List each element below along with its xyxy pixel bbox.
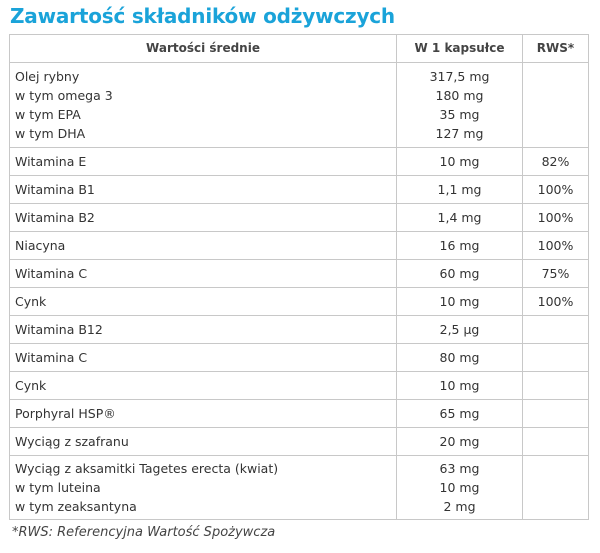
- nutrient-name: w tym EPA: [15, 107, 81, 122]
- rws-value: [523, 344, 589, 372]
- amount-value: 10 mg: [439, 480, 480, 495]
- amount-per-capsule-cell: [397, 232, 523, 260]
- table-row: [10, 63, 589, 148]
- table-row: [10, 232, 589, 260]
- amount-value: 20 mg: [439, 434, 480, 449]
- amount-per-capsule-cell: [397, 260, 523, 288]
- nutrient-name-cell: [10, 316, 397, 344]
- rws-value: 75%: [523, 260, 589, 288]
- nutrient-name: w tym luteina: [15, 480, 101, 495]
- amount-per-capsule-cell: [397, 428, 523, 456]
- rws-value: [523, 372, 589, 400]
- footnote: *RWS: Referencyjna Wartość Spożywcza: [12, 525, 276, 540]
- nutrient-name: Wyciąg z aksamitki Tagetes erecta (kwiat): [15, 461, 279, 476]
- table-row: [10, 260, 589, 288]
- nutrient-name-cell: [10, 176, 397, 204]
- rws-value: 100%: [523, 232, 589, 260]
- nutrient-name-cell: [10, 372, 397, 400]
- rws-value: [523, 456, 589, 520]
- nutrient-name-cell: [10, 148, 397, 176]
- rws-value: [523, 316, 589, 344]
- amount-value: 10 mg: [439, 154, 480, 169]
- nutrient-name: Cynk: [15, 294, 47, 309]
- amount-per-capsule-cell: [397, 176, 523, 204]
- nutrient-name: Witamina B2: [15, 210, 95, 225]
- amount-per-capsule-cell: [397, 344, 523, 372]
- amount-value: 127 mg: [435, 126, 484, 141]
- nutrient-name-cell: [10, 260, 397, 288]
- nutrient-name: Witamina B12: [15, 322, 103, 337]
- rws-value: 100%: [523, 204, 589, 232]
- amount-per-capsule-cell: [397, 63, 523, 148]
- nutrient-name: w tym omega 3: [15, 88, 113, 103]
- amount-value: 16 mg: [439, 238, 480, 253]
- nutrient-name: Olej rybny: [15, 69, 80, 84]
- table-row: [10, 428, 589, 456]
- amount-per-capsule-cell: [397, 400, 523, 428]
- nutrient-name-cell: [10, 400, 397, 428]
- page-title: Zawartość składników odżywczych: [10, 4, 395, 28]
- nutrient-name: Wyciąg z szafranu: [15, 434, 129, 449]
- amount-value: 1,4 mg: [437, 210, 482, 225]
- nutrient-name-cell: [10, 456, 397, 520]
- nutrient-name: Porphyral HSP®: [15, 406, 116, 421]
- nutrient-name: Witamina C: [15, 350, 88, 365]
- nutrient-name: Witamina E: [15, 154, 87, 169]
- nutrient-name-cell: [10, 204, 397, 232]
- rws-value: [523, 428, 589, 456]
- table-row: [10, 344, 589, 372]
- amount-value: 10 mg: [439, 294, 480, 309]
- rws-value: 100%: [523, 288, 589, 316]
- amount-value: 2,5 µg: [439, 322, 480, 337]
- amount-per-capsule-cell: [397, 148, 523, 176]
- rws-value: 82%: [523, 148, 589, 176]
- amount-value: 1,1 mg: [437, 182, 482, 197]
- table-row: [10, 400, 589, 428]
- nutrient-name-cell: [10, 344, 397, 372]
- table-row: [10, 288, 589, 316]
- table-row: [10, 204, 589, 232]
- rws-value: [523, 63, 589, 148]
- nutrient-name: w tym DHA: [15, 126, 86, 141]
- nutrient-name-cell: [10, 232, 397, 260]
- nutrient-name: Niacyna: [15, 238, 66, 253]
- table-row: [10, 456, 589, 520]
- nutrient-name-cell: [10, 288, 397, 316]
- amount-per-capsule-cell: [397, 316, 523, 344]
- amount-value: 80 mg: [439, 350, 480, 365]
- amount-value: 60 mg: [439, 266, 480, 281]
- nutrient-name-cell: [10, 63, 397, 148]
- nutrient-name: w tym zeaksantyna: [15, 499, 137, 514]
- column-header-per-capsule: W 1 kapsułce: [397, 35, 523, 63]
- amount-value: 10 mg: [439, 378, 480, 393]
- rws-value: [523, 400, 589, 428]
- amount-value: 2 mg: [443, 499, 476, 514]
- amount-value: 63 mg: [439, 461, 480, 476]
- amount-value: 180 mg: [435, 88, 484, 103]
- table-row: [10, 148, 589, 176]
- column-header-average-values: Wartości średnie: [10, 35, 397, 63]
- nutrient-name-cell: [10, 428, 397, 456]
- amount-per-capsule-cell: [397, 456, 523, 520]
- table-row: [10, 316, 589, 344]
- column-header-rws: RWS*: [523, 35, 589, 63]
- table-row: [10, 372, 589, 400]
- rws-value: 100%: [523, 176, 589, 204]
- amount-per-capsule-cell: [397, 204, 523, 232]
- amount-per-capsule-cell: [397, 288, 523, 316]
- amount-value: 317,5 mg: [429, 69, 490, 84]
- table-header-row: [10, 35, 589, 63]
- amount-per-capsule-cell: [397, 372, 523, 400]
- nutrient-name: Cynk: [15, 378, 47, 393]
- nutrient-name: Witamina B1: [15, 182, 95, 197]
- amount-value: 35 mg: [439, 107, 480, 122]
- nutrient-name: Witamina C: [15, 266, 88, 281]
- amount-value: 65 mg: [439, 406, 480, 421]
- table-row: [10, 176, 589, 204]
- nutrition-table: [9, 34, 589, 520]
